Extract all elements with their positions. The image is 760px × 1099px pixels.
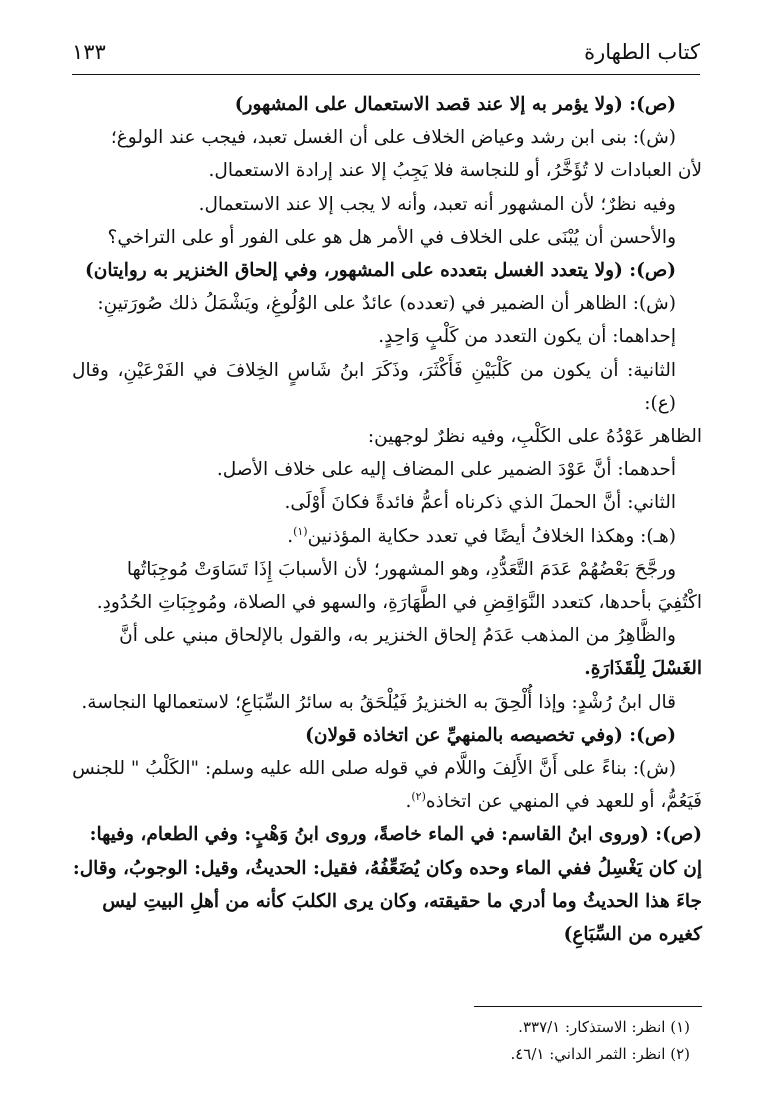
page-number: ١٣٣ xyxy=(72,40,106,64)
footnote-ref-1: (١) xyxy=(293,524,308,538)
line-end-period: . xyxy=(405,791,412,813)
text-line: والظَّاهِرُ من المذهب عَدَمُ إلحاق الخنزير به، والقول بالإلحاق مبني على أنَّ xyxy=(119,625,676,647)
text-line: أحدهما: أنَّ عَوْدَ الضمير على المضاف إليه على خلاف الأصل. xyxy=(216,459,676,481)
text-line: كغيره من السِّبَاعِ) xyxy=(563,924,702,946)
text-line: قال ابنُ رُشْدٍ: وإذا أُلْحِقَ به الخنزيرُ فَيُلْحَقُ به سائرُ السِّبَاعِ؛ لاستعمالها النجاسة. xyxy=(81,691,676,713)
text-line: إحداهما: أن يكون التعدد من كَلْبٍ وَاحِدٍ. xyxy=(378,326,676,348)
footnote: (٢) انظر: الثمر الداني: ٤٦/١. xyxy=(510,1045,690,1063)
line-text: (هـ): وهكذا الخلافُ أيضًا في تعدد حكاية المؤذنين xyxy=(307,525,676,547)
text-line: (ص): (ولا يتعدد الغسل بتعدده على المشهور، وفي إلحاق الخنزير به روايتان) xyxy=(84,260,676,282)
text-line xyxy=(72,520,702,553)
footnote: (١) انظر: الاستذكار: ٣٣٧/١. xyxy=(518,1018,690,1036)
text-line: لأن العبادات لا تُؤَخَّرُ، أو للنجاسة فلا يَجِبُ إلا عند إرادة الاستعمال. xyxy=(208,160,702,182)
text-line: الغَسْلَ لِلْقَذَارَةِ. xyxy=(584,658,702,680)
line-text: فَيَعُمُّ، أو للعهد في المنهي عن اتخاذه xyxy=(425,791,702,813)
chapter-title: كتاب الطهارة xyxy=(584,40,700,64)
text-line: الثاني: أنَّ الحملَ الذي ذكرناه أعمُّ فائدةً فكانَ أَوْلَى. xyxy=(284,492,676,514)
text-line xyxy=(72,785,702,818)
text-line: (ص): (ولا يؤمر به إلا عند قصد الاستعمال على المشهور) xyxy=(234,94,676,115)
footnotes xyxy=(90,1014,690,1068)
line-end-period: . xyxy=(287,525,294,547)
text-line: جاءَ هذا الحديثُ وما أدري ما حقيقته، وكان يرى الكلبَ كأنه من أهلِ البيتِ ليس xyxy=(102,890,702,912)
page-header xyxy=(72,40,700,65)
footnote-ref-2: (٢) xyxy=(411,790,426,804)
text-line: (ش): بنى ابن رشد وعياض الخلاف على أن الغسل تعبد، فيجب عند الولوغ؛ xyxy=(110,127,676,149)
text-line: والأحسن أن يُبْنَى على الخلاف في الأمر هل هو على الفور أو على التراخي؟ xyxy=(107,226,676,248)
body-text xyxy=(72,88,702,951)
text-line: اكْتُفِيَ بأحدها، كتعدد النَّوَاقِضِ في الطَّهَارَةِ، والسهو في الصلاة، ومُوجِبَاتِ الحُدُودِ. xyxy=(96,592,702,614)
text-line: الثانية: أن يكون من كَلْبَيْنِ فَأَكْثَرَ، وذَكَرَ ابنُ شَاسٍ الخِلافَ في الفَرْعَيْنِ، وقال (ع): xyxy=(72,359,676,414)
text-line: (ص): (وروى ابنُ القاسم: في الماء خاصةً، وروى ابنُ وَهْبٍ: وفي الطعام، وفيها: xyxy=(89,824,702,846)
text-line: (ش): الظاهر أن الضمير في (تعدده) عائدٌ على الوُلُوغِ، ويَشْمَلُ ذلك صُورَتينِ: xyxy=(97,293,676,315)
footnote-rule xyxy=(474,1006,702,1007)
text-line: وفيه نظرٌ؛ لأن المشهور أنه تعبد، وأنه لا يجب إلا عند الاستعمال. xyxy=(198,193,676,215)
text-line: (ش): بناءً على أَنَّ الأَلِفَ واللَّام في قوله صلى الله عليه وسلم: "الكَلْبُ " للجنس xyxy=(72,758,676,780)
text-line: (ص): (وفي تخصيصه بالمنهيِّ عن اتخاذه قولان) xyxy=(305,724,676,746)
text-line: إن كان يَغْسِلُ ففي الماء وحده وكان يُضَعِّفُهُ، فقيل: الحديثُ، وقيل: الوجوبُ، وقال: xyxy=(72,857,702,879)
header-rule xyxy=(72,74,700,75)
text-line: الظاهر عَوْدُهُ على الكَلْبِ، وفيه نظرٌ لوجهين: xyxy=(367,426,702,448)
text-line: ورجَّحَ بَعْضُهُمْ عَدَمَ التَّعَدُّدِ، وهو المشهور؛ لأن الأسبابَ إِذَا تَسَاوَتْ مُوجِبَاتُها xyxy=(126,558,676,580)
